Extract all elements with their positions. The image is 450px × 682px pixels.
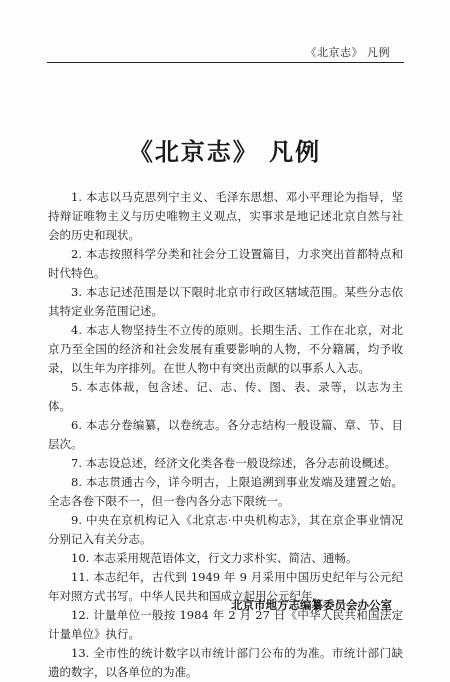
signature: 北京市地方志编纂委员会办公室 bbox=[231, 598, 392, 612]
header-rule bbox=[47, 62, 404, 63]
guideline-item-3: 3. 本志记述范围是以下限时北京市行政区辖域范围。某些分志依其特定业务范围记述。 bbox=[48, 285, 403, 318]
guideline-item-1: 1. 本志以马克思列宁主义、毛泽东思想、邓小平理论为指导，坚持辩证唯物主义与历史唯物主义观点，实事求是地记述北京自然与社会的历史和现状。 bbox=[48, 190, 403, 242]
guideline-item-6: 6. 本志分卷编纂，以卷统志。各分志结构一般设篇、章、节、目层次。 bbox=[48, 418, 403, 451]
guideline-item-12: 12. 计量单位一般按 1984 年 2 月 27 日《中华人民共和国法定计量单位》执行。 bbox=[48, 608, 403, 641]
guideline-item-7: 7. 本志设总述，经济文化类各卷一般设综述，各分志前设概述。 bbox=[71, 456, 397, 470]
guideline-item-5: 5. 本志体裁，包含述、记、志、传、图、表、录等，以志为主体。 bbox=[48, 380, 403, 413]
running-head: 《北京志》 凡例 bbox=[305, 46, 390, 59]
page-title: 《北京志》 凡例 bbox=[128, 137, 322, 166]
guideline-item-10: 10. 本志采用规范语体文，行文力求朴实、简洁、通畅。 bbox=[71, 551, 358, 565]
guideline-item-11: 11. 本志纪年，古代到 1949 年 9 月采用中国历史纪年与公元纪年对照方式书写。中华人民共和国成立起用公元纪年。 bbox=[48, 570, 403, 603]
guideline-item-8: 8. 本志贯通古今，详今明古，上限追溯到事业发端及建置之始。全志各卷下限不一，但一卷内各分志下限统一。 bbox=[48, 475, 403, 508]
guideline-item-2: 2. 本志按照科学分类和社会分工设置篇目，力求突出首都特点和时代特色。 bbox=[48, 247, 403, 280]
guideline-item-9: 9. 中央在京机构记入《北京志·中央机构志》，其在京企事业情况分别记入有关分志。 bbox=[48, 513, 403, 546]
guideline-item-4: 4. 本志人物坚持生不立传的原则。长期生活、工作在北京，对北京乃至全国的经济和社会发展有重要影响的人物，不分籍属，均予收录，以生年为序排列。在世人物中有突出贡献的以事系人入志。 bbox=[48, 323, 403, 375]
guideline-item-13: 13. 全市性的统计数字以市统计部门公布的为准。市统计部门缺遗的数字，以各单位的为准。 bbox=[48, 646, 403, 679]
